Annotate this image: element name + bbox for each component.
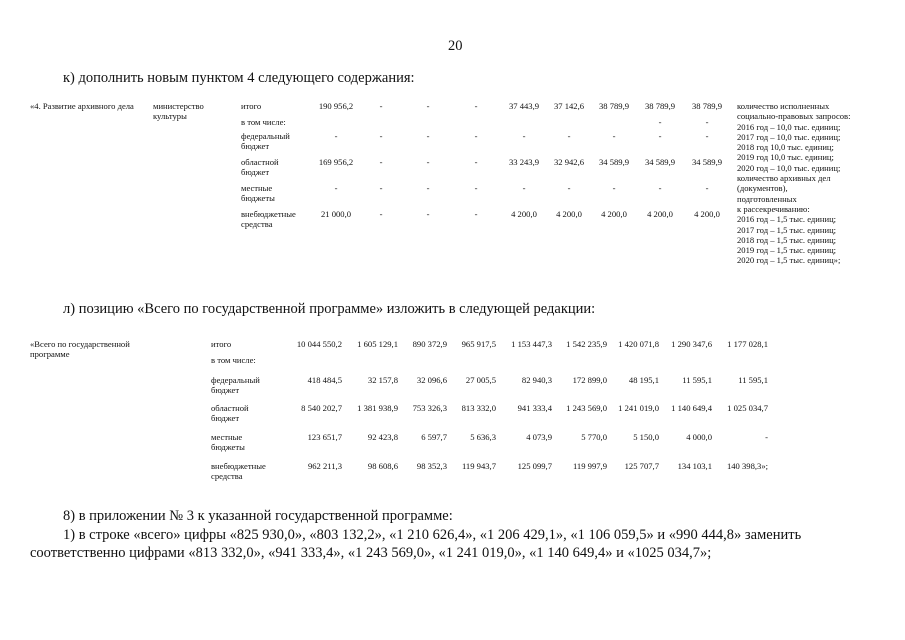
table2-cell: 125 707,7 [624,461,659,471]
table1-note-line: 2017 год – 1,5 тыс. единиц; [737,224,837,235]
table2-cell: 10 044 550,2 [296,339,342,349]
table2-cell: 98 352,3 [416,461,447,471]
table1-executor: министерство культуры [153,101,204,122]
table2-cell: 32 096,6 [416,375,447,385]
table2-cell: 1 542 235,9 [566,339,607,349]
table1-row-label: итого [241,101,262,111]
table1-cell: 34 589,9 [691,157,723,167]
table1-program-name: «4. Развитие архивного дела [30,101,134,111]
table2-cell: 5 636,3 [470,432,496,442]
table1-cell: - [612,183,616,193]
table2-cell: 813 332,0 [461,403,496,413]
table1-cell: - [522,131,526,141]
table2-cell: 119 943,7 [461,461,496,471]
table2-cell: 1 025 034,7 [727,403,768,413]
table1-cell: - [379,209,383,219]
heading-l: л) позицию «Всего по государственной программе» изложить в следующей редакции: [63,301,596,317]
table2-cell: 119 997,9 [572,461,607,471]
table1-note-line: количество архивных дел [737,173,831,184]
table1-note-line: 2020 год – 1,5 тыс. единиц»; [737,255,841,266]
table1-note-line: 2017 год – 10,0 тыс. единиц; [737,131,841,142]
table2-cell: 941 333,4 [517,403,552,413]
table2-program-name: «Всего по государственной программе [30,339,130,360]
table1-cell: 169 956,2 [318,157,354,167]
table2-cell: 1 140 649,4 [671,403,712,413]
table1-cell: 38 789,9 [644,101,676,111]
table2-row-label: местные бюджеты [211,432,245,453]
table1-row-label: внебюджетные средства [241,209,296,230]
table1-cell: 4 200,0 [647,209,673,219]
table2-cell: 48 195,1 [628,375,659,385]
table1-cell: 4 200,0 [694,209,720,219]
table1-cell: 38 789,9 [598,101,630,111]
table1-note-line: 2018 год 10,0 тыс. единиц; [737,142,834,153]
table1-cell: - [705,131,709,141]
table1-cell: - [522,183,526,193]
table1-cell: - [474,131,478,141]
table1-cell: - [705,183,709,193]
table1-cell: 4 200,0 [601,209,627,219]
table2-cell: - [765,432,768,442]
table1-cell: - [612,131,616,141]
table1-note-line: подготовленных [737,193,797,204]
table2-row-label: итого [211,339,232,349]
table1-row-label: местные бюджеты [241,183,275,204]
table2-row-label: областной бюджет [211,403,249,424]
table2-cell: 5 150,0 [633,432,659,442]
table1-cell: - [334,131,338,141]
paragraph-1-line2: соответственно цифрами «813 332,0», «941 333,4», «1 243 569,0», «1 241 019,0», «1 140 649,4» и «1025 034,7»; [30,545,712,561]
table2-cell: 5 770,0 [581,432,607,442]
table1-cell: 21 000,0 [320,209,352,219]
table2-cell: 4 000,0 [686,432,712,442]
table1-cell: 34 589,9 [644,157,676,167]
paragraph-1-line1: 1) в строке «всего» цифры «825 930,0», «803 132,2», «1 210 626,4», «1 206 429,1», «1 106 059,5» и «990 444,8» заменить [63,527,802,543]
paragraph-8: 8) в приложении № 3 к указанной государственной программе: [63,508,453,524]
table1-cell: - [705,117,709,127]
table1-note-line: 2019 год – 1,5 тыс. единиц; [737,245,837,256]
table2-cell: 965 917,5 [461,339,496,349]
table2-cell: 8 540 202,7 [301,403,342,413]
table1-cell: 34 589,9 [598,157,630,167]
table1-cell: - [426,131,430,141]
table1-cell: - [567,131,571,141]
table1-note-line: 2020 год – 10,0 тыс. единиц; [737,162,841,173]
table1-cell: - [426,183,430,193]
table1-cell: - [474,101,478,111]
table1-notes [737,101,851,266]
table2-cell: 82 940,3 [521,375,552,385]
table2-cell: 140 398,3»; [726,461,768,471]
table1-cell: - [379,157,383,167]
table2-cell: 92 423,8 [367,432,398,442]
table2-cell: 27 005,5 [465,375,496,385]
table2-cell: 32 157,8 [367,375,398,385]
table1-note-line: 2016 год – 1,5 тыс. единиц; [737,214,837,225]
table1-cell: - [658,117,662,127]
table1-cell: - [567,183,571,193]
heading-k: к) дополнить новым пунктом 4 следующего содержания: [63,70,415,86]
table1-note-line: социально-правовых запросов: [737,111,851,122]
table2-row-label: федеральный бюджет [211,375,260,396]
table1-cell: 190 956,2 [318,101,354,111]
table1-note-line: количество исполненных [737,101,830,111]
table2-cell: 172 899,0 [572,375,607,385]
table1-row-label: федеральный бюджет [241,131,290,152]
table1-cell: - [426,157,430,167]
table1-cell: - [426,101,430,111]
table1-cell: - [658,183,662,193]
table2-row-label: внебюджетные средства [211,461,266,482]
table2-cell: 1 177 028,1 [727,339,768,349]
table1-cell: - [426,209,430,219]
table2-cell: 11 595,1 [682,375,712,385]
table2-cell: 98 608,6 [367,461,398,471]
table2-cell: 11 595,1 [738,375,768,385]
table2-cell: 890 372,9 [412,339,447,349]
table1-note-line: (документов), [737,183,788,194]
table1-cell: - [474,157,478,167]
table2-cell: 125 099,7 [517,461,552,471]
table1-cell: - [379,101,383,111]
table1-cell: - [474,209,478,219]
table2-cell: 1 420 071,8 [618,339,659,349]
table2-cell: 134 103,1 [677,461,712,471]
table2-cell: 1 605 129,1 [357,339,398,349]
table1-note-line: 2019 год 10,0 тыс. единиц; [737,152,834,163]
table2-cell: 418 484,5 [307,375,342,385]
table2-cell: 1 243 569,0 [566,403,607,413]
table1-cell: - [379,131,383,141]
table2-cell: 1 153 447,3 [511,339,552,349]
table1-note-line: 2016 год – 10,0 тыс. единиц; [737,121,841,132]
table1-cell: 37 142,6 [553,101,585,111]
table2-cell: 123 651,7 [307,432,342,442]
table1-row-label: областной бюджет [241,157,279,178]
table1-cell: 33 243,9 [508,157,540,167]
table2-row-label: в том числе: [211,355,256,365]
table1-cell: - [379,183,383,193]
table2-cell: 4 073,9 [526,432,552,442]
table1-cell: 32 942,6 [553,157,585,167]
table1-cell: 4 200,0 [511,209,537,219]
table1-cell: - [658,131,662,141]
table2-cell: 1 290 347,6 [671,339,712,349]
page-number: 20 [448,38,463,54]
table1-cell: 38 789,9 [691,101,723,111]
table2-cell: 6 597,7 [421,432,447,442]
table1-cell: 4 200,0 [556,209,582,219]
table2-cell: 962 211,3 [307,461,342,471]
table2-cell: 1 381 938,9 [357,403,398,413]
table1-cell: - [334,183,338,193]
table1-note-line: 2018 год – 1,5 тыс. единиц; [737,234,837,245]
table1-row-label: в том числе: [241,117,286,127]
table1-cell: 37 443,9 [508,101,540,111]
table2-cell: 753 326,3 [412,403,447,413]
table1-cell: - [474,183,478,193]
table2-cell: 1 241 019,0 [618,403,659,413]
table1-note-line: к рассекречиванию: [737,203,810,214]
